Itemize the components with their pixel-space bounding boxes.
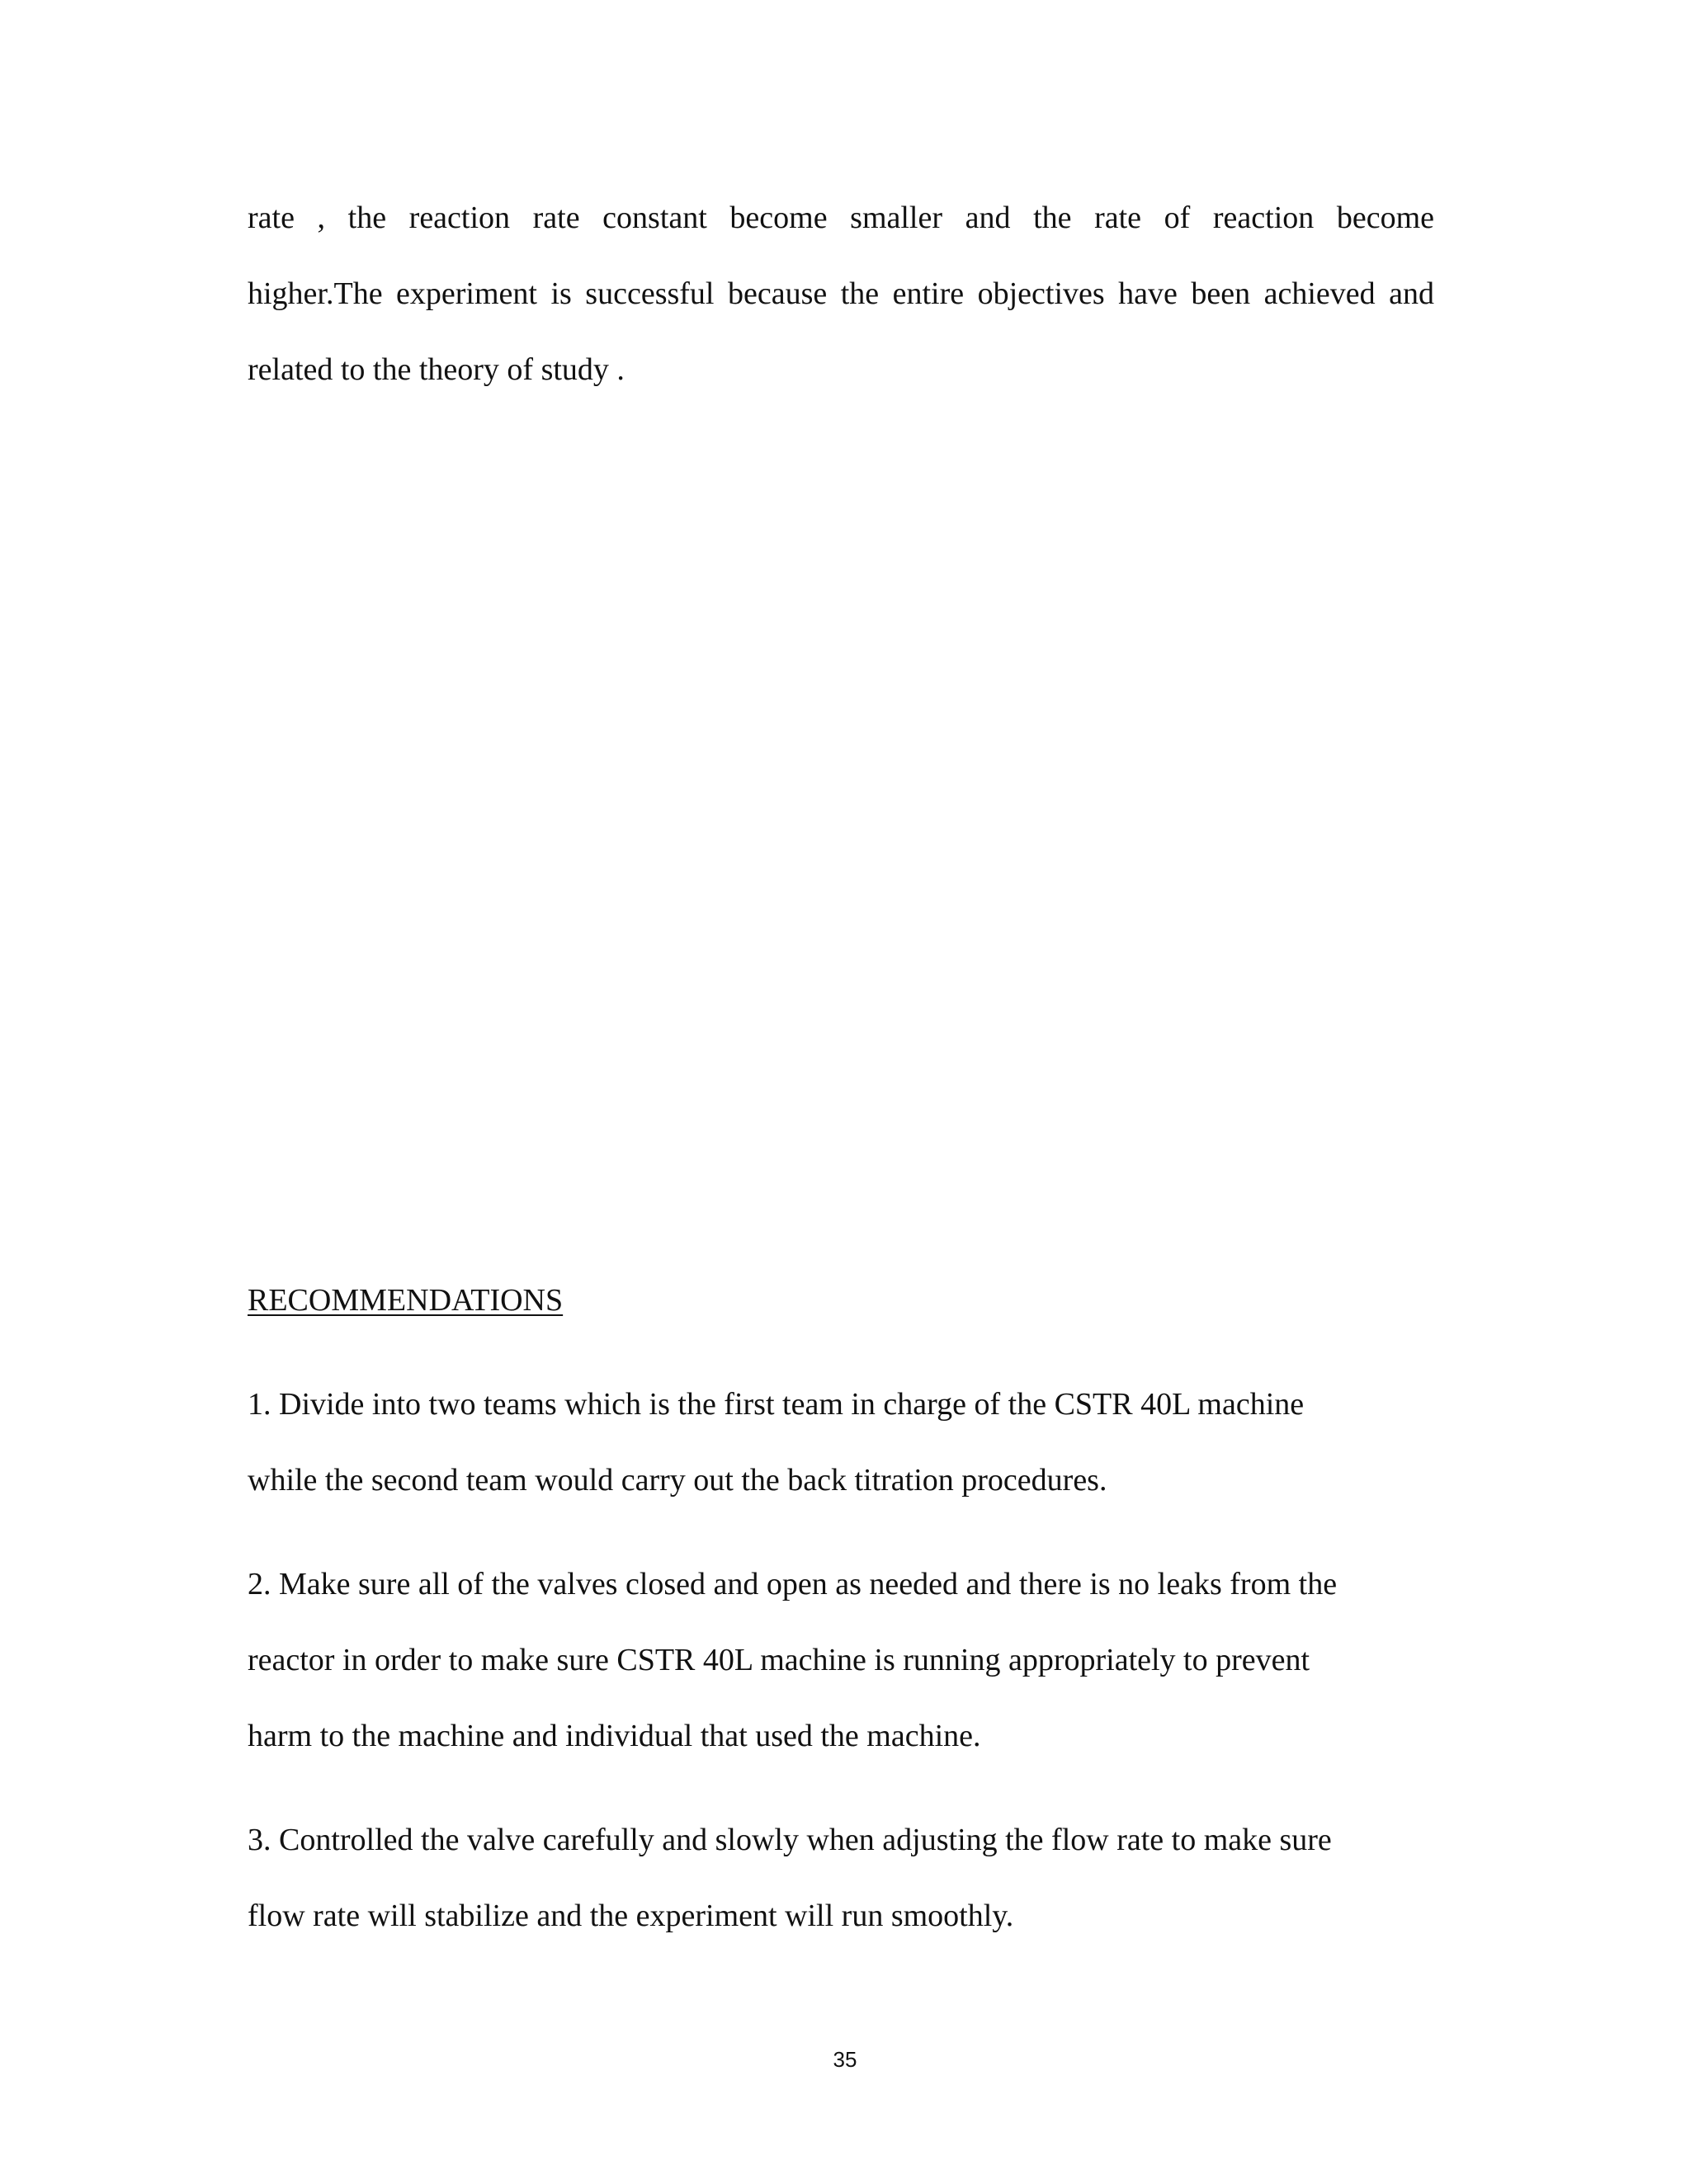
conclusion-line-1: rate , the reaction rate constant become smaller and the rate of reaction become xyxy=(248,200,1434,235)
recommendation-1-line-2: while the second team would carry out the back titration procedures. xyxy=(248,1463,1107,1498)
recommendation-2-line-2: reactor in order to make sure CSTR 40L machine is running appropriately to prevent xyxy=(248,1643,1310,1677)
conclusion-line-3: related to the theory of study . xyxy=(248,352,625,387)
recommendation-3-line-1: 3. Controlled the valve carefully and slowly when adjusting the flow rate to make sure xyxy=(248,1823,1332,1857)
conclusion-line-2: higher.The experiment is successful because the entire objectives have been achieved and xyxy=(248,276,1434,311)
recommendation-2-line-3: harm to the machine and individual that used the machine. xyxy=(248,1719,981,1753)
recommendation-1-line-1: 1. Divide into two teams which is the first team in charge of the CSTR 40L machine xyxy=(248,1387,1305,1422)
page-number: 35 xyxy=(833,2047,857,2072)
recommendation-3-line-2: flow rate will stabilize and the experiment will run smoothly. xyxy=(248,1899,1014,1933)
recommendations-heading: RECOMMENDATIONS xyxy=(248,1283,564,1318)
recommendation-2-line-1: 2. Make sure all of the valves closed and open as needed and there is no leaks from the xyxy=(248,1567,1338,1601)
